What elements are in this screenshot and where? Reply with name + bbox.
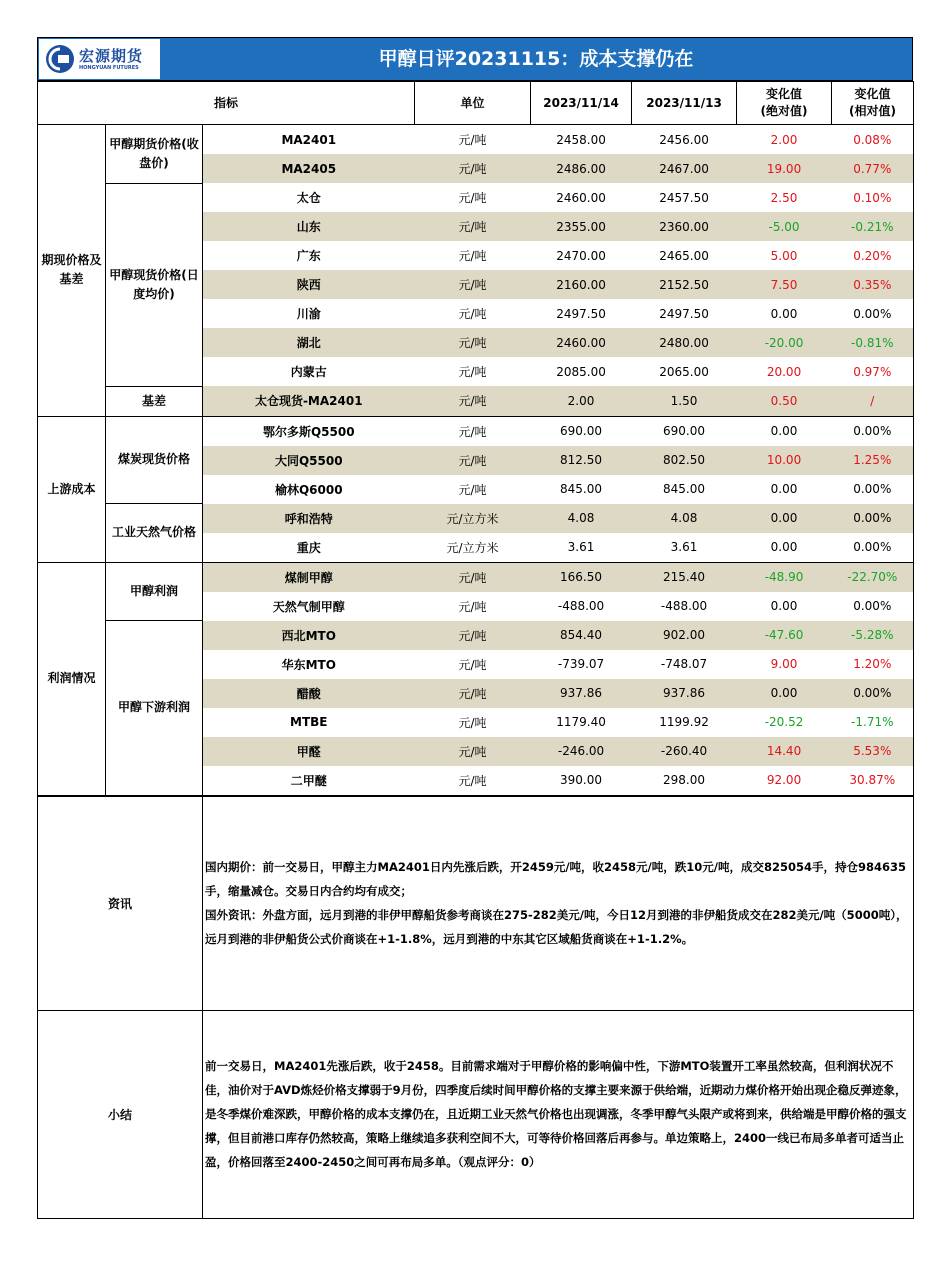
row-indicator: 湖北 [203, 328, 415, 357]
table-header-row [38, 82, 914, 125]
table-row [38, 562, 914, 592]
row-indicator: 二甲醚 [203, 766, 415, 796]
row-indicator: 重庆 [203, 533, 415, 563]
table-row [38, 183, 914, 212]
row-value-date2: 1.50 [632, 386, 737, 416]
row-indicator: 甲醛 [203, 737, 415, 766]
row-rel-change: 1.20% [832, 650, 914, 679]
company-logo [39, 39, 160, 79]
row-abs-change: 10.00 [737, 446, 832, 475]
row-value-date2: 2456.00 [659, 132, 709, 147]
row-rel-change: -5.28% [832, 621, 914, 650]
row-value-date1: 2355.00 [531, 212, 632, 241]
row-unit: 元/吨 [415, 737, 531, 766]
group-label-basis: 基差 [106, 386, 203, 416]
row-abs-change: 19.00 [737, 154, 832, 183]
row-indicator: 华东MTO [281, 657, 336, 672]
table-row [38, 416, 914, 446]
row-rel-change: 5.53% [832, 737, 914, 766]
row-abs-change: 9.00 [770, 657, 798, 671]
row-indicator: 太仓 [296, 191, 321, 205]
row-value-date1: -739.07 [557, 657, 605, 671]
row-rel-change: 0.00% [832, 592, 914, 621]
row-abs-change: 0.00 [770, 306, 798, 321]
row-unit: 元/吨 [415, 328, 531, 357]
col-header-indicator: 指标 [38, 82, 415, 125]
row-abs-change: 20.00 [766, 364, 802, 379]
row-value-date2: 2065.00 [659, 364, 709, 379]
group-label-futures: 甲醇期货价格(收盘价) [106, 125, 203, 184]
row-value-date1: 937.86 [531, 679, 632, 708]
row-value-date1: 812.50 [531, 446, 632, 475]
row-value-date1: 2458.00 [556, 132, 606, 147]
row-value-date1: 2460.00 [531, 328, 632, 357]
row-value-date1: 2486.00 [531, 154, 632, 183]
row-unit: 元/吨 [458, 307, 487, 321]
row-abs-change: 0.00 [737, 504, 832, 533]
group-label-coal: 煤炭现货价格 [106, 416, 203, 504]
row-rel-change: 0.08% [832, 125, 914, 155]
row-unit: 元/吨 [415, 212, 531, 241]
row-abs-change: 0.00 [770, 424, 798, 438]
row-unit: 元/吨 [458, 249, 487, 263]
summary-label: 小结 [38, 1010, 203, 1218]
row-rel-change: 0.10% [832, 183, 914, 212]
news-label: 资讯 [38, 796, 203, 1010]
row-rel-change: / [832, 386, 914, 416]
row-value-date1: 2160.00 [531, 270, 632, 299]
row-value-date2: 2152.50 [632, 270, 737, 299]
logo-text: 宏源期货 [79, 46, 144, 65]
row-value-date1: 2085.00 [556, 364, 606, 379]
row-value-date2: 845.00 [663, 482, 706, 496]
row-value-date2: 3.61 [632, 533, 737, 563]
row-abs-change: -20.00 [737, 328, 832, 357]
row-value-date1: 2470.00 [556, 248, 606, 263]
row-value-date1: 845.00 [560, 482, 603, 496]
row-rel-change: 0.00% [832, 679, 914, 708]
news-text: 国内期价：前一交易日，甲醇主力MA2401日内先涨后跌，开2459元/吨，收2458元/吨，跌10元/吨，成交825054手，持仓984635手，缩量减仓。交易日内合约均有成交； 国外资讯：外盘方面，远月到港的非伊甲醇船货参考商谈在275-282美元/吨，今日12月到港的非伊船货成交在282美元/吨（5000吨），远月到港的非伊船货公式价商谈在+1-1.8%，远月到港的中东其它区域船货商谈在+1-1.2%。 [203, 796, 914, 1010]
row-indicator: MA2405 [203, 154, 415, 183]
row-value-date2: 2480.00 [632, 328, 737, 357]
row-indicator: 大同Q5500 [203, 446, 415, 475]
row-unit: 元/吨 [415, 386, 531, 416]
report-sheet [37, 37, 913, 1219]
row-value-date2: 4.08 [632, 504, 737, 533]
row-rel-change: -22.70% [832, 562, 914, 592]
row-indicator: MA2401 [281, 132, 337, 147]
section-label-price: 期现价格及基差 [38, 125, 106, 417]
row-abs-change: 2.00 [770, 132, 798, 147]
row-abs-change: 2.50 [770, 190, 798, 205]
row-value-date1: 690.00 [560, 424, 603, 438]
news-row [38, 796, 914, 1010]
row-unit: 元/立方米 [415, 533, 531, 563]
row-abs-change: -20.52 [764, 715, 804, 729]
row-unit: 元/吨 [415, 621, 531, 650]
row-indicator: 川渝 [296, 307, 321, 321]
row-indicator: MTBE [290, 715, 328, 729]
row-indicator: 广东 [296, 249, 321, 263]
group-label-downstream_profit: 甲醇下游利润 [106, 621, 203, 796]
row-abs-change: -48.90 [737, 562, 832, 592]
row-abs-change: -5.00 [737, 212, 832, 241]
row-indicator: 山东 [203, 212, 415, 241]
row-rel-change: -1.71% [832, 708, 914, 737]
col-header-rel-change: 变化值 (相对值) [832, 82, 914, 125]
row-indicator: 醋酸 [203, 679, 415, 708]
row-value-date2: 937.86 [632, 679, 737, 708]
row-value-date2: 1199.92 [659, 715, 709, 729]
col-header-abs-change: 变化值 (绝对值) [737, 82, 832, 125]
row-rel-change: -0.21% [832, 212, 914, 241]
row-value-date2: 2457.50 [659, 190, 709, 205]
table-row [38, 386, 914, 416]
summary-text: 前一交易日，MA2401先涨后跌，收于2458。目前需求端对于甲醇价格的影响偏中性，下游MTO装置开工率虽然较高，但利润状况不佳，油价对于AVD炼烃价格支撑弱于9月份，四季度后续时间甲醇价格的支撑主要来源于供给端，近期动力煤价格开始出现企稳反弹迹象，是冬季煤价难深跌，甲醇价格的成本支撑仍在，且近期工业天然气价格也出现调涨，冬季甲醇气头限产或将到来，供给端是甲醇价格的强支撑，但目前港口库存仍然较高，策略上继续追多获利空间不大，可等待价格回落后再参与。单边策略上，2400一线已布局多单者可适当止盈，价格回落至2400-2450之间可再布局多单。（观点评分：0） [203, 1010, 914, 1218]
row-rel-change: 0.20% [832, 241, 914, 270]
row-abs-change: -47.60 [737, 621, 832, 650]
row-indicator: 内蒙古 [290, 365, 327, 379]
commentary-table [37, 796, 914, 1219]
row-unit: 元/吨 [458, 657, 487, 672]
row-rel-change: 30.87% [832, 766, 914, 796]
row-unit: 元/吨 [458, 424, 487, 439]
row-value-date1: 390.00 [531, 766, 632, 796]
row-indicator: 西北MTO [203, 621, 415, 650]
row-value-date2: -488.00 [660, 599, 708, 613]
row-unit: 元/吨 [458, 133, 487, 147]
col-header-date1: 2023/11/14 [531, 82, 632, 125]
hongyuan-logo-icon [45, 44, 75, 74]
row-indicator: 鄂尔多斯Q5500 [262, 424, 355, 439]
group-label-meth_profit: 甲醇利润 [106, 562, 203, 621]
logo-subtext: HONGYUAN FUTURES [79, 64, 139, 71]
row-rel-change: -0.81% [832, 328, 914, 357]
row-value-date1: 1179.40 [556, 715, 606, 729]
row-indicator: 煤制甲醇 [203, 562, 415, 592]
row-rel-change: 0.35% [832, 270, 914, 299]
row-unit: 元/吨 [415, 446, 531, 475]
row-abs-change: 0.50 [737, 386, 832, 416]
section-label-profit: 利润情况 [38, 562, 106, 795]
row-unit: 元/吨 [415, 679, 531, 708]
row-value-date1: 3.61 [531, 533, 632, 563]
table-row [38, 621, 914, 650]
group-label-gas: 工业天然气价格 [106, 504, 203, 563]
col-header-unit: 单位 [415, 82, 531, 125]
row-indicator: 太仓现货-MA2401 [203, 386, 415, 416]
row-rel-change: 0.00% [832, 504, 914, 533]
row-value-date2: -748.07 [660, 657, 708, 671]
row-value-date1: 854.40 [531, 621, 632, 650]
row-indicator: 陕西 [203, 270, 415, 299]
row-value-date2: 2465.00 [659, 248, 709, 263]
row-unit: 元/吨 [415, 270, 531, 299]
row-unit: 元/吨 [415, 562, 531, 592]
row-abs-change: 7.50 [737, 270, 832, 299]
row-value-date2: 802.50 [632, 446, 737, 475]
row-unit: 元/吨 [458, 715, 487, 730]
row-value-date2: 2497.50 [659, 306, 709, 321]
table-row [38, 125, 914, 155]
data-table [37, 81, 914, 796]
row-value-date2: 902.00 [632, 621, 737, 650]
row-value-date1: -488.00 [557, 599, 605, 613]
row-abs-change: 0.00 [737, 533, 832, 563]
row-value-date2: 2467.00 [632, 154, 737, 183]
row-rel-change: 0.00% [832, 416, 914, 446]
row-indicator: 榆林Q6000 [274, 482, 343, 497]
row-unit: 元/吨 [415, 154, 531, 183]
row-value-date2: 2360.00 [632, 212, 737, 241]
row-unit: 元/吨 [458, 365, 487, 379]
row-abs-change: 5.00 [770, 248, 798, 263]
row-unit: 元/吨 [415, 766, 531, 796]
row-rel-change: 0.00% [832, 533, 914, 563]
row-value-date2: -260.40 [632, 737, 737, 766]
section-label-upstream: 上游成本 [38, 416, 106, 562]
row-unit: 元/吨 [458, 599, 487, 614]
col-header-date2: 2023/11/13 [632, 82, 737, 125]
row-rel-change: 0.97% [832, 357, 914, 386]
row-abs-change: 0.00 [737, 679, 832, 708]
row-abs-change: 92.00 [737, 766, 832, 796]
row-unit: 元/立方米 [415, 504, 531, 533]
row-abs-change: 0.00 [770, 599, 798, 613]
row-value-date1: -246.00 [531, 737, 632, 766]
row-rel-change: 1.25% [832, 446, 914, 475]
row-value-date2: 215.40 [632, 562, 737, 592]
row-unit: 元/吨 [458, 482, 487, 497]
summary-row [38, 1010, 914, 1218]
group-label-spot: 甲醇现货价格(日度均价) [106, 183, 203, 386]
row-indicator: 呼和浩特 [203, 504, 415, 533]
row-rel-change: 0.00% [832, 475, 914, 504]
row-rel-change: 0.00% [832, 299, 914, 328]
row-abs-change: 0.00 [770, 482, 798, 496]
row-value-date1: 2.00 [531, 386, 632, 416]
row-value-date2: 298.00 [632, 766, 737, 796]
table-row [38, 504, 914, 533]
row-value-date1: 2497.50 [556, 306, 606, 321]
row-unit: 元/吨 [458, 191, 487, 205]
row-indicator: 天然气制甲醇 [272, 599, 345, 614]
title-banner [37, 37, 913, 81]
row-value-date1: 2460.00 [556, 190, 606, 205]
row-value-date1: 166.50 [531, 562, 632, 592]
row-abs-change: 14.40 [737, 737, 832, 766]
report-title: 甲醇日评20231115：成本支撑仍在 [378, 48, 694, 70]
row-value-date2: 690.00 [663, 424, 706, 438]
row-rel-change: 0.77% [832, 154, 914, 183]
row-value-date1: 4.08 [531, 504, 632, 533]
